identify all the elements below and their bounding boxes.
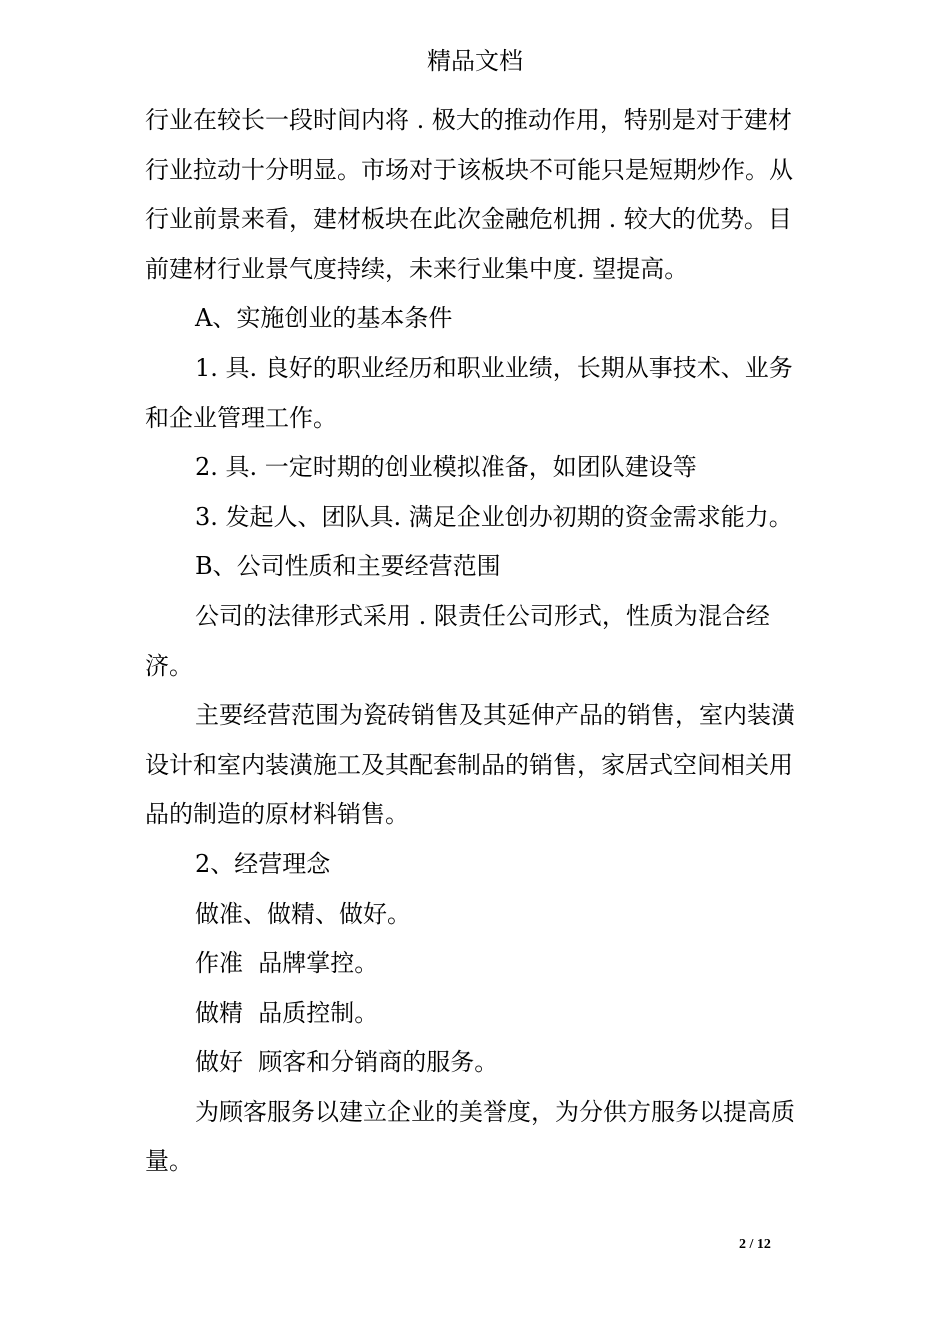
paragraph-refined: 做精 品质控制。 [195,998,379,1027]
paragraph-business-scope: 主要经营范围为瓷砖销售及其延伸产品的销售，室内装潢设计和室内装潢施工及其配套制品的销售，家居式空间相关用品的制造的原材料销售。 [145,701,795,829]
paragraph-accurate: 作准 品牌掌控。 [195,949,379,978]
page-header-title: 精品文档 [427,47,523,75]
list-item-condition-3: 3. 发起人、团队具. 满足企业创办初期的资金需求能力。 [195,502,793,531]
list-item-condition-2: 2. 具. 一定时期的创业模拟准备，如团队建设等 [195,453,697,482]
list-item-condition-1: 1. 具. 良好的职业经历和职业业绩，长期从事技术、业务和企业管理工作。 [145,353,793,432]
paragraph-service: 为顾客服务以建立企业的美誉度，为分供方服务以提高质量。 [145,1097,795,1176]
paragraph-good: 做好 顾客和分销商的服务。 [195,1048,499,1077]
document-body [145,96,810,1187]
section-heading-b: B、公司性质和主要经营范围 [195,552,501,581]
paragraph-legal-form: 公司的法律形式采用 . 限责任公司形式，性质为混合经济。 [145,601,770,680]
section-heading-philosophy: 2、经营理念 [195,849,331,878]
paragraph-industry-outlook: 行业在较长一段时间内将 . 极大的推动作用，特别是对于建材行业拉动十分明显。市场对于该板块不可能只是短期炒作。从行业前景来看，建材板块在此次金融危机拥 . 较大的优势。目前建材行业景气度持续，未来行业集中度. 望提高。 [145,106,793,283]
page-number: 2 / 12 [739,1237,771,1252]
section-heading-a: A、实施创业的基本条件 [195,304,453,333]
paragraph-motto: 做准、做精、做好。 [195,899,411,928]
